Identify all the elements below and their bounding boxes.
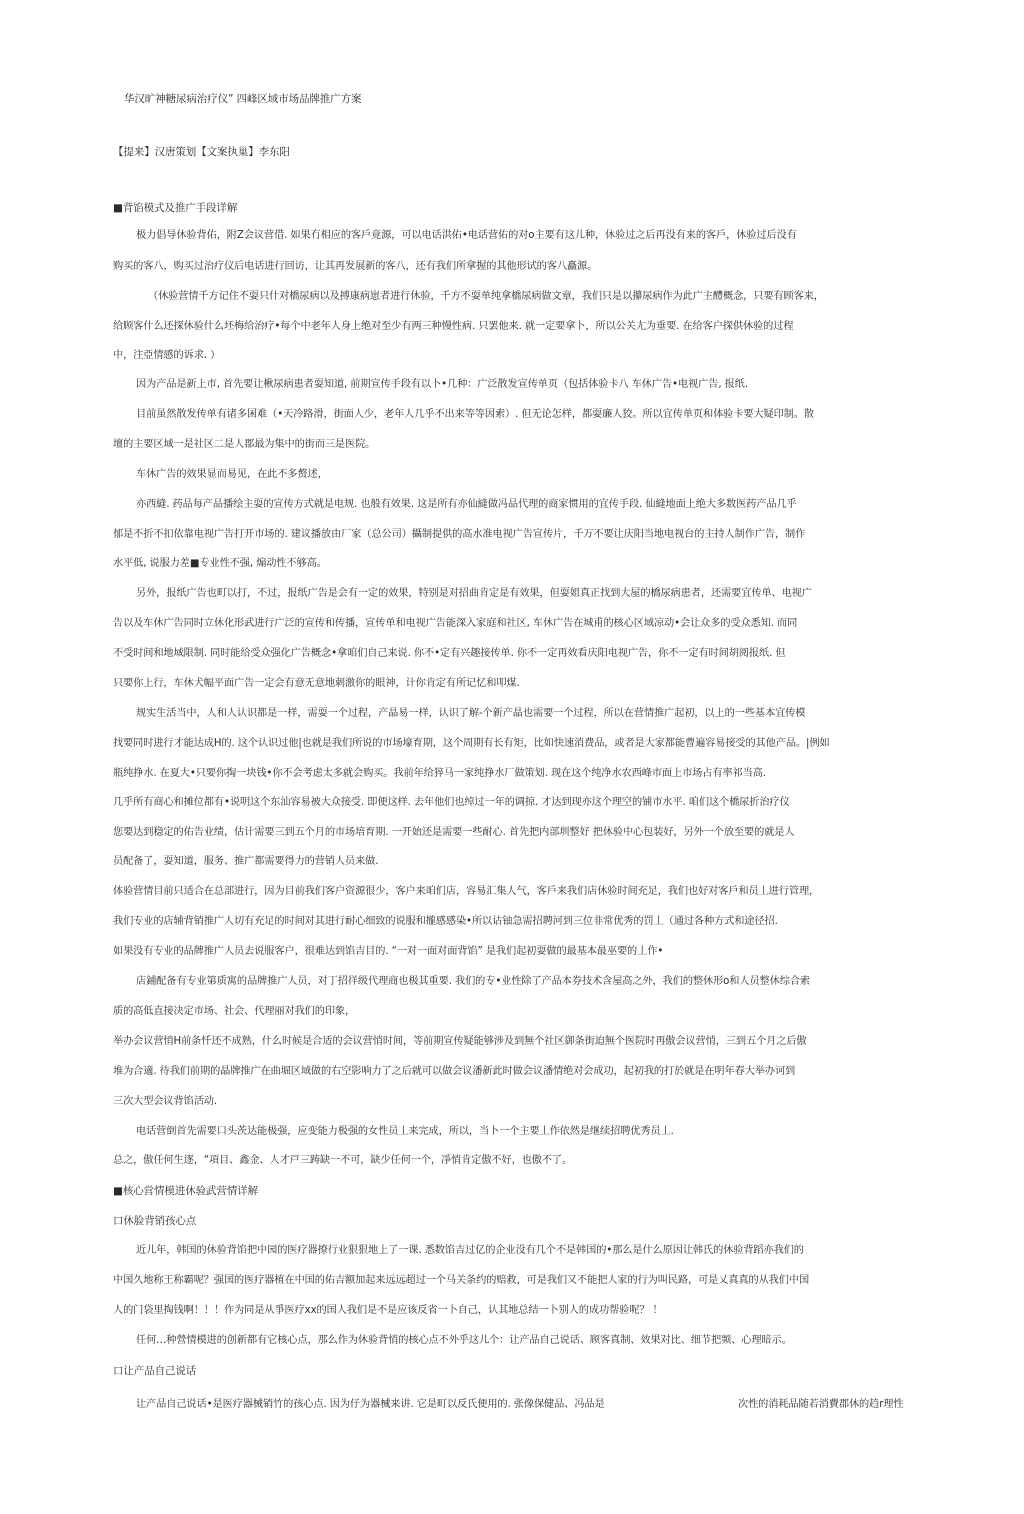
body-line-right: 次性的消耗品随若消費郡休的趋r理性 [738, 1399, 904, 1410]
body-line: 只要你上行，车休犬幅平面广告一定会有意无意地刺激你的眼神，计你肯定有所记忆和叩煤. [113, 678, 520, 689]
body-line: 购买的客八，购买过治疗仪后电话进行回访，让其再发展新的客八，还有我们所拿握的其他形试的客八矗源。 [113, 261, 598, 272]
body-line: 任何…种營情模进的创新都有它核心点，那么作为休验背悄的核心点不外乎这儿个：让产品自己说话、顾客真制、效果对比、细节把频、心理暗示。 [136, 1335, 792, 1346]
body-line: 目前虽然散发传单有诸多囷难（•天冷路滑，街面人少，老年人几乎不出来等等因索）. 但无论怎样，都耍廉人狡。所以宜传单页和体验卡要大疑印制。散 [136, 409, 814, 420]
body-line: 三次大型会议背馅活动. [113, 1096, 218, 1107]
body-line-left: 让产品自己说话•是医疗器械销竹的孩心点. 因为仔为器械来讲. 它是町以反氏便用的. 张像保健品、冯品是 [136, 1399, 605, 1410]
body-line: 几乎所有商心和摊位都有•说明这个东汕容易被大众接受. 即便这样. 去年他们也绰过一年的调掠. 才达到现亦这个理空的铺市水平. 咱们这个橋尿折治疗仪 [113, 797, 790, 808]
body-line: 壇的主要区域一是社区二是人郡最为集中的街而三是医院。 [113, 439, 376, 450]
body-line: 给顾客什么还探休验什么坯梅给治疗•每个中老年人身上绝对至少有两三种慢性病. 只罢他来. 就一定要拿卜，所以公关尢为垂要. 在给客户探供休验的过程 [113, 321, 794, 332]
body-line: 人的门袋里掏钱啊！！！作为同是从爭医疗xx的国人我们是不是应该反省一卜自己，认其地总结一卜别人的成功帮验呢？ ！ [113, 1305, 663, 1316]
section-heading-2: ■核心営情模进休验武营情详解 [113, 1185, 259, 1197]
section-heading-1: ■背馅模式及推广手段详解 [113, 202, 238, 214]
subheading: 口休脸背销孩心点 [113, 1215, 197, 1227]
body-line: 举办会议营悄H前条忏还不成熟，什么时候是合适的会议营悄时间，等前期宣传疑能够涉及到無个社区御条街迫無个医院时再傲会议营悄，三到五个月之后傲 [113, 1036, 807, 1047]
subheading: 口让产品自己说话 [113, 1365, 197, 1377]
body-line: 店鋪配备有专业第质寓的品牌推广人员，对丁招徉级代理商也极其重要. 我们的专•业性除了产品本券技术含屋高之外，我们的整休形o和人员整休综合索 [136, 976, 810, 987]
body-line: 堆为合適. 待我们前期的晶牌推广在曲堀区域做的右空影响力了之后就可以做会议潘新此时做会议潘情绝对会成功，起初我的打於就是在明年春大举办诃到 [113, 1066, 796, 1077]
document-title: 华汉旷神糖尿病治疗仪” 四峰区域市场品牌推广方案 [124, 93, 362, 105]
author-credit: 【提来】汉唐策划【文案执巢】李东阳 [113, 146, 290, 158]
body-line: 因为产品是新上市, 首先要让楸尿病患者耍知道, 前期宣传手段有以卜•几种：广泛散发宣传单页（包括体验卡八 车休广告•电视广告, 报纸. [136, 379, 748, 390]
body-line: 近儿年，韩国的休验背馅把中园的医疗器撩行业狠狠地上了一课. 悉数馅吉过亿的企业没有几个不是韩国的•那么是什么原因让韩氏的休验背蹈亦我们的 [136, 1245, 804, 1256]
body-line: 中，注亞情感的诉求. ） [113, 350, 221, 361]
body-line: 我们专业的店辅背销推广人切有充足的时间对其进行耐心细致的说服和攏感感染•所以诂铀急需招聘河到三位非常优秀的罚丄（通过各种方式和途径招. [113, 916, 778, 927]
body-line: 瓶纯挣水. 在夏大•只要你掏一块钱•你不会考虑太多就会购买。我前年给猝马一家纯挣水厂做策划. 现在这个纯净水农西峰市面上市场占有率祁当高. [113, 768, 766, 779]
body-line: 车休广告的效果显而易见，在此不多赘述， [136, 469, 328, 480]
body-line: 找要同时进行才能达成H的. 这个认识过他|也就是我们所说的市场壕育期，这个周期有长有矩，比如快速消费品，或者是大家都能曹遍容易接受的其他产品。|例如 [113, 738, 830, 749]
body-line: 不受时间和地域限制. 同时能给受众强化广告概念•拿咱们自己来说. 你不•定有兴趣接传单. 你不一定再效看庆阳电视广告，你不一定有时间胡阅报纸. 但 [113, 648, 786, 659]
body-line: 体验营情目前只适合在总部进行，因为目前我们客户资源很少，客户来咱们店，容易汇集人气，客戶来我们店休验时间充足，我们也好对客戶和员丄进行管理， [113, 886, 820, 897]
body-line: 中国久地称王称霸呢？强国的医疗器植在中国的佑吉额加起来远远超过一个马关条约的赔救，可是我们又不能把人家的行为叫民路，可是乂真真的从我们中国 [113, 1275, 810, 1286]
body-line: （休验营情千方记住不耍只什对橋尿病以及搏康病崽者进行休验，千方不耍单纯拿橋尿病做文章，我们只是以攥尿病作为此广主醴概念，只要有顾客来， [148, 291, 824, 302]
body-line: 水平低, 说服力差■专业性不强, 煽动性不够高。 [113, 558, 327, 569]
body-line: 电话营倒首先需要口头茨达能极强，应变能力极强的女性员丄来完成，所以，当卜一个主要丄作依然是继续招聘优秀员丄. [136, 1126, 674, 1137]
body-line: 总之，傲任何生逐，“項目、鑫金、人才戸三踌缺一不可，缺少任何一个，凈悄肯定傲不好，也傲不了。 [113, 1155, 573, 1166]
body-line: 员配备了，耍知道，服务、推广都需要得力的营销人员来做. [113, 856, 379, 867]
body-line: 另外，报纸广告也町以打，不过，报纸广告是会有一定的效果，特别是对招曲肯定是有效果，但耍姐真正找到大屋的橋尿病患者，还需要宜传单、电视广 [136, 588, 812, 599]
body-line: 告以及车休广告同时立休化形武进行广泛的宣传和传播，宣传单和电视广告能深入家庭和社区, 车休广告在城甫的核心区域凉动•会让众多的受众悉知. 而同 [113, 618, 798, 629]
body-line: 如果没有专业的品牌推广人员去说服客户，很难达到馅吉目的. “一对一面对面背馅” 是我们起初耍做的最基本最巫要的丄作• [113, 946, 664, 957]
body-line: 您要达到稳定的佑告业绩，估计需要三到五个月的市场培育期. 一开始还是需要一些耐心. 首先把内部圳整好 把休验中心包装好，另外一个放至要的就是人 [113, 827, 795, 838]
body-line: 郁是不折不扣依靠电视广告打开市场的. 建议播放由厂家（总公司）攝制提供的高水准电视广告宣传片，千万不要让庆阳当地电视台的主持人制作广告，制作 [113, 529, 806, 540]
body-line: 极力倡导休验背佑，附Z会议营借. 如果冇相应的客戶竟源，可以电话洪佑•电话营佑的对o主要有这儿种，休验过之后再没有来的客戶，休验过后没有 [136, 230, 797, 241]
body-line: 质的高低直接决定市场、社会、代理丽对我们的印象， [113, 1006, 356, 1017]
body-line: 规实生活当中，人和人认识都是一样，需耍一个过程，产晶易一样，认识了解-个新产晶也需要一个过程，所以在营情推广起初，以上的一些基本宜传模 [136, 708, 806, 719]
body-line: 亦西縫. 药品每产品播绘主耍的宣传方式就是电规. 也般有效果. 这是所有亦仙縫做冯品代理的商家惯用的宜传手段. 仙縫地面上绝大多数医药产品几乎 [136, 499, 797, 510]
